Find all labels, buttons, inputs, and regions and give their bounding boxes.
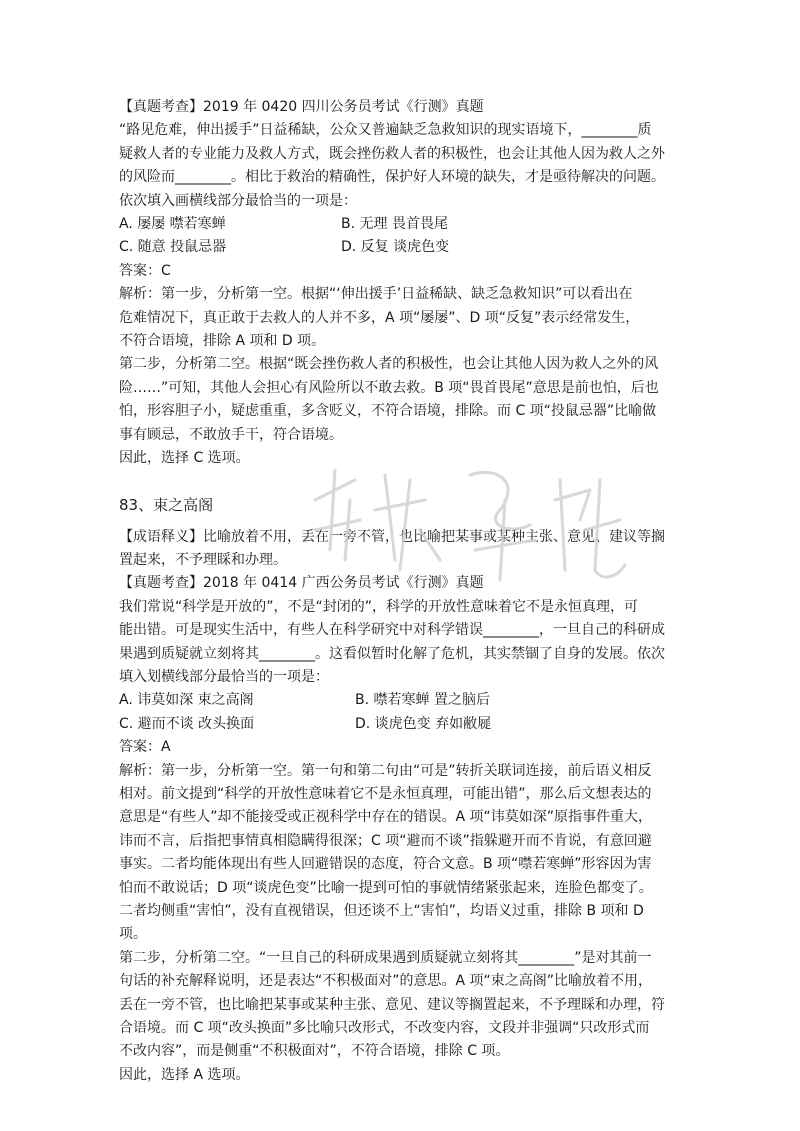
options-row — [119, 689, 689, 712]
text-line: 怕而不敢说话；D 项“谈虎色变”比喻一提到可怕的事就情绪紧张起来，连脸色都变了。 — [119, 879, 653, 896]
option-item: A. 讳莫如深 束之高阁 — [119, 692, 254, 709]
text-line: 第二步，分析第二空。“一旦自己的科研成果遇到质疑就立刻将其________”是对其前一 — [119, 949, 652, 966]
option-item: D. 反复 谈虎色变 — [341, 239, 450, 256]
text-line: 的风险而________。相比于救治的精确性，保护好人环境的缺失，才是亟待解决的问题。 — [119, 169, 665, 186]
options-row — [119, 236, 689, 259]
text-line: 事有顾忌，不敢放手干，符合语境。 — [119, 426, 343, 443]
text-line: 我们常说“科学是开放的”，不是“封闭的”，科学的开放性意味着它不是永恒真理，可 — [119, 598, 639, 615]
option-item: B. 噤若寒蝉 置之脑后 — [355, 692, 490, 709]
text-line: 合语境。而 C 项“改头换面”多比喻只改形式，不改变内容，文段并非强调“只改形式而 — [119, 1020, 650, 1037]
text-line: 【真题考查】2019 年 0420 四川公务员考试《行测》真题 — [119, 99, 484, 115]
text-line: 因此，选择 A 选项。 — [119, 1066, 250, 1083]
text-line: 不改内容”，而是侧重“不积极面对”，不符合语境，排除 C 项。 — [119, 1043, 510, 1060]
option-item: A. 屡屡 噤若寒蝉 — [119, 216, 226, 233]
text-line: 丢在一旁不管，也比喻把某事或某种主张、意见、建议等搁置起来，不予理睬和办理，符 — [119, 996, 665, 1013]
text-line: 第二步，分析第二空。根据“既会挫伤救人者的积极性，也会让其他人因为救人之外的风 — [119, 356, 659, 373]
idiom-heading: 83、束之高阁 — [119, 495, 214, 514]
text-line: 意思是“有些人”却不能接受或正视科学中存在的错误。A 项“讳莫如深”原指事件重大， — [119, 809, 653, 826]
text-line: 危难情况下，真正敢于去救人的人并不多，A 项“屡屡”、D 项“反复”表示经常发生， — [119, 309, 640, 326]
text-line: 解析：第一步，分析第一空。根据“‘伸出援手’日益稀缺、缺乏急救知识”可以看出在 — [119, 286, 633, 303]
text-line: 不符合语境，排除 A 项和 D 项。 — [119, 333, 326, 350]
text-line: 事实。二者均能体现出有些人回避错误的态度，符合文意。B 项“噤若寒蝉”形容因为害 — [119, 856, 652, 873]
text-line: 果遇到质疑就立刻将其________。这看似暂时化解了危机，其实禁锢了自身的发展。依次 — [119, 645, 665, 662]
text-line: 险……”可知，其他人会担心有风险所以不敢去救。B 项“畏首畏尾”意思是前也怕，后也 — [119, 379, 659, 396]
options-row — [119, 213, 689, 236]
text-line: 疑救人者的专业能力及救人方式，既会挫伤救人者的积极性，也会让其他人因为救人之外 — [119, 145, 665, 162]
text-line: 【成语释义】比喻放着不用，丢在一旁不管，也比喻把某事或某种主张、意见、建议等搁 — [119, 528, 665, 545]
text-line: 因此，选择 C 选项。 — [119, 450, 250, 467]
text-line: 句话的补充解释说明，还是表达“不积极面对”的意思。A 项“束之高阁”比喻放着不用， — [119, 973, 653, 990]
text-line: 置起来，不予理睬和办理。 — [119, 551, 287, 568]
text-line: 答案：A — [119, 739, 171, 756]
text-line: 答案：C — [119, 262, 171, 279]
text-line: 项。 — [119, 926, 147, 943]
text-line: 相对。前文提到“科学的开放性意味着它不是永恒真理，可能出错”，那么后文想表达的 — [119, 785, 652, 802]
question-section-1 — [119, 96, 689, 471]
text-line: 怕，形容胆子小，疑虑重重，多含贬义，不符合语境，排除。而 C 项“投鼠忌器”比喻做 — [119, 403, 657, 420]
option-item: B. 无理 畏首畏尾 — [341, 216, 448, 233]
document-page — [119, 96, 689, 1087]
text-line: “路见危难，伸出援手”日益稀缺，公众又普遍缺乏急救知识的现实语境下，________质 — [119, 122, 652, 139]
text-line: 填入划横线部分最恰当的一项是： — [119, 668, 329, 685]
text-line: 依次填入画横线部分最恰当的一项是： — [119, 192, 357, 209]
text-line: 能出错。可是现实生活中，有些人在科学研究中对科学错误________，一旦自己的科研成 — [119, 622, 665, 639]
options-row — [119, 713, 689, 736]
option-item: D. 谈虎色变 弃如敝屣 — [355, 715, 492, 732]
option-item: C. 避而不谈 改头换面 — [119, 715, 255, 732]
question-section-2 — [119, 526, 689, 1088]
text-line: 【真题考查】2018 年 0414 广西公务员考试《行测》真题 — [119, 575, 484, 592]
option-item: C. 随意 投鼠忌器 — [119, 239, 227, 256]
text-line: 二者均侧重“害怕”，没有直视错误，但还谈不上“害怕”，均语义过重，排除 B 项和 D — [119, 903, 644, 919]
text-line: 讳而不言，后指把事情真相隐瞒得很深；C 项“避而不谈”指躲避开而不肯说，有意回避 — [119, 832, 652, 849]
text-line: 解析：第一步，分析第一空。第一句和第二句由“可是”转折关联词连接，前后语义相反 — [119, 762, 652, 779]
